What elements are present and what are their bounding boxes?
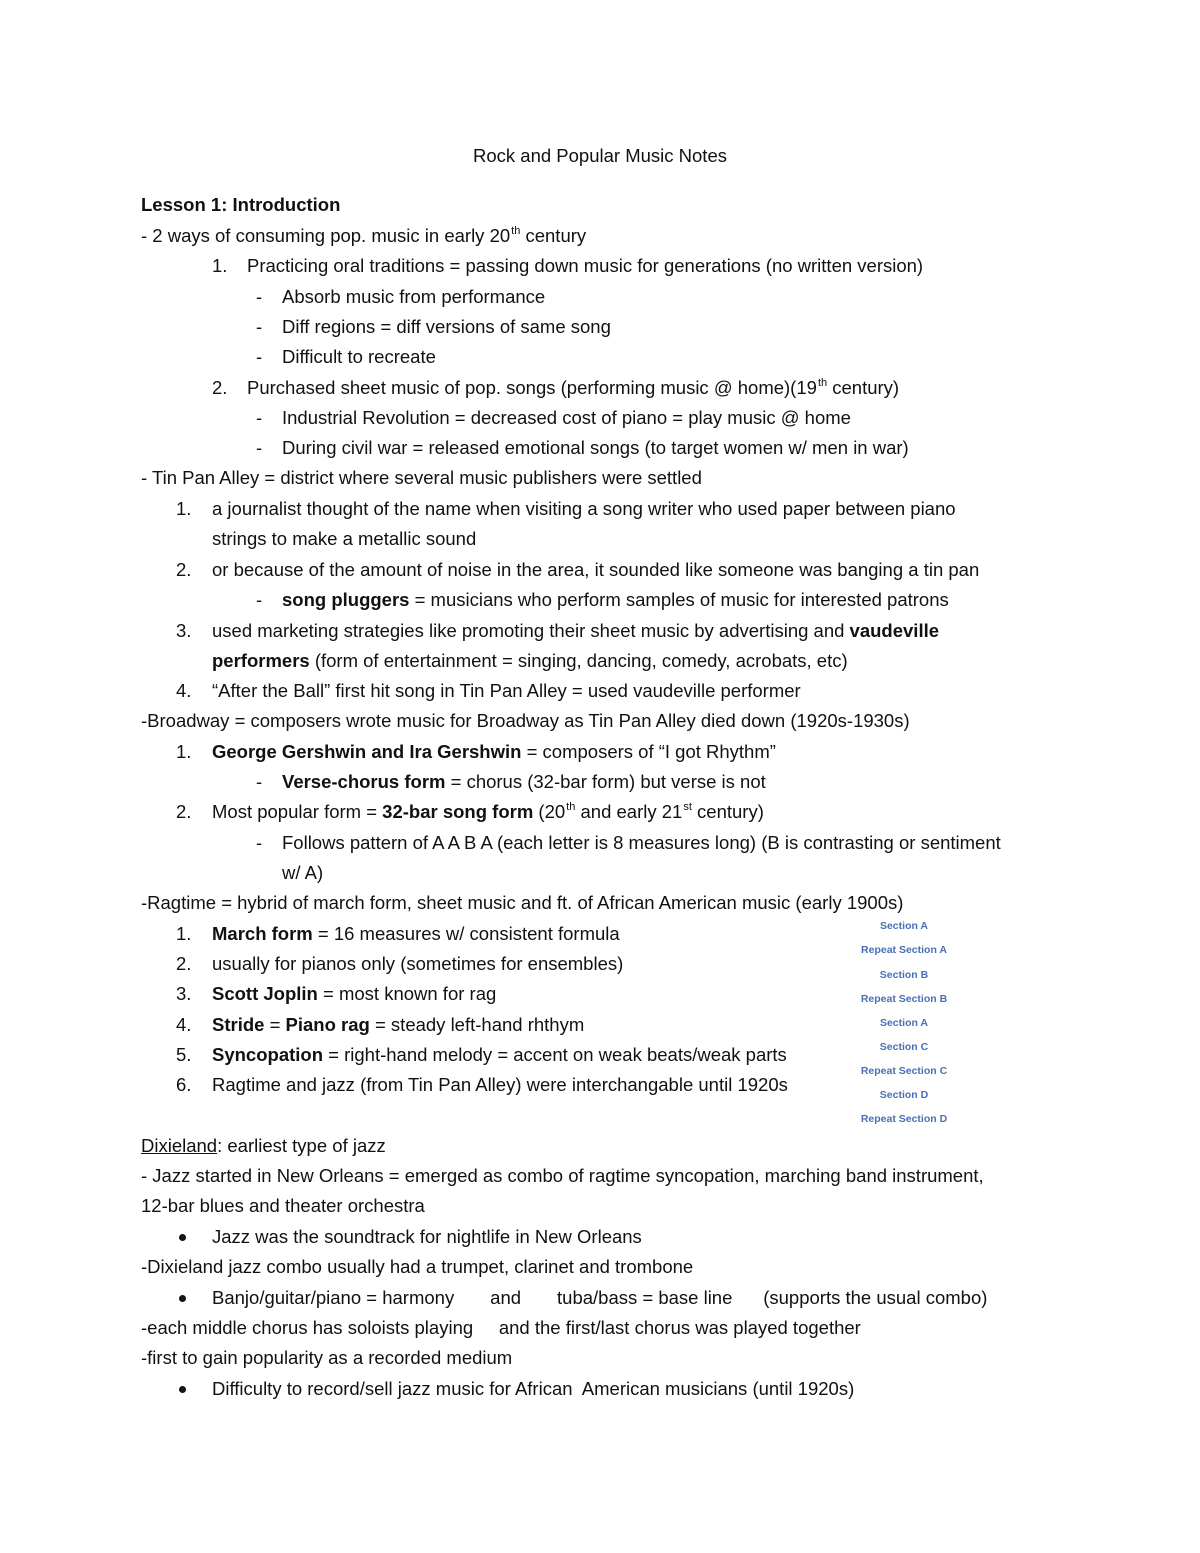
ragtime-line: -Ragtime = hybrid of march form, sheet music and ft. of African American music (early 1900s) xyxy=(141,892,904,913)
dixieland-line-2: 12-bar blues and theater orchestra xyxy=(141,1195,425,1216)
bullet-icon xyxy=(179,1234,186,1241)
section-label: Section C xyxy=(879,1041,929,1053)
dixieland-line-1: - Jazz started in New Orleans = emerged as combo of ragtime syncopation, marching band instrument, xyxy=(141,1165,984,1186)
section-label: Section A xyxy=(879,920,929,932)
document-title: Rock and Popular Music Notes xyxy=(473,145,727,166)
section-label: Repeat Section D xyxy=(860,1113,948,1125)
dixieland-line-4: -each middle chorus has soloists playing and the first/last chorus was played together xyxy=(141,1317,861,1338)
section-label: Repeat Section A xyxy=(861,944,947,956)
dixieland-heading: Dixieland: earliest type of jazz xyxy=(141,1135,386,1156)
document-page: Rock and Popular Music Notes Lesson 1: Introduction - 2 ways of consuming pop. music in early 20th century 1. Practicing oral traditions = passing down music for generations (no written version) - Absorb music from performance - Diff regions = diff versions of same song - Difficult to recreate 2. Purchased sheet music of pop. songs (performing music @ home)(19th century) - Industrial Revolution = decreased cost of piano = play music @ home - During civil war = released emotional songs (to target women w/ men in war) - Tin Pan Alley = district where several music publishers were settled 1. a journalist thought of the name when visiting a song writer who used paper between piano strings to make a metallic sound 2. or because of the amount of noise in the area, it sounded like someone was banging a tin pan - song pluggers = musicians who perform samples of music for interested patrons 3. used marketing strategies like promoting their sheet music by advertising and vaudeville performers (form of entertainment = singing, dancing, comedy, acrobats, etc) 4. “After the Ball” first hit song in Tin Pan Alley = used vaudeville performer -Broadway = composers wrote music for Broadway as Tin Pan Alley died down (1920s-1930s) 1. George Gershwin and Ira Gershwin = composers of “I got Rhythm” - Verse-chorus form = chorus (32-bar form) but verse is not 2. Most popular form = 32-bar song form (20th and early 21st century) - Follows pattern of A A B A (each letter is 8 measures long) (B is contrasting or sentiment w/ A) -Ragtime = hybrid of march form, sheet music and ft. of African American music (early 1900s) 1. March form = 16 measures w/ consistent formula 2. usually for pianos only (sometimes for ensembles) 3. Scott Joplin = most known for rag 4. Stride = Piano rag = steady left-hand rhthym 5. Syncopation = right-hand melody = accent on weak beats/weak parts 6. Ragtime and jazz (from Tin Pan Alley) were interchangable until 1920s Section A Repeat Section A Section B Repeat Section B Section A Section C Repeat Section C Section D Repeat Section D Dixieland: earliest type of jazz - Jazz started in New Orleans = emerged as combo of ragtime syncopation, marching band instrument, 12-bar blues and theater orchestra Jazz was the soundtrack for nightlife in New Orleans -Dixieland jazz combo usually had a trumpet, clarinet and trombone Banjo/guitar/piano = harmony and tuba/bass = base line (supports the usual combo) -each middle chorus has soloists playing and the first/last chorus was played together -first to gain popularity as a recorded medium Difficulty to record/sell jazz music for African American musicians (until 1920s) xyxy=(0,0,1200,1553)
section-label: Section A xyxy=(879,1017,929,1029)
section-label: Section D xyxy=(879,1089,929,1101)
lesson-heading: Lesson 1: Introduction xyxy=(141,194,341,215)
intro-line: - 2 ways of consuming pop. music in early 20th century xyxy=(141,225,587,246)
bullet-icon xyxy=(179,1386,186,1393)
section-label: Repeat Section B xyxy=(860,993,948,1005)
section-label: Section B xyxy=(879,969,929,981)
dixieland-line-5: -first to gain popularity as a recorded medium xyxy=(141,1347,513,1368)
tin-pan-item-3-cont: performers (form of entertainment = singing, dancing, comedy, acrobats, etc) xyxy=(212,650,848,671)
tin-pan-alley-line: - Tin Pan Alley = district where several music publishers were settled xyxy=(141,467,702,488)
tin-pan-item-1-cont: strings to make a metallic sound xyxy=(212,528,477,549)
broadway-item-2-sub-cont: w/ A) xyxy=(282,862,324,883)
section-label: Repeat Section C xyxy=(860,1065,948,1077)
dixieland-line-3: -Dixieland jazz combo usually had a trumpet, clarinet and trombone xyxy=(141,1256,694,1277)
broadway-line: -Broadway = composers wrote music for Broadway as Tin Pan Alley died down (1920s-1930s) xyxy=(141,710,910,731)
bullet-icon xyxy=(179,1295,186,1302)
